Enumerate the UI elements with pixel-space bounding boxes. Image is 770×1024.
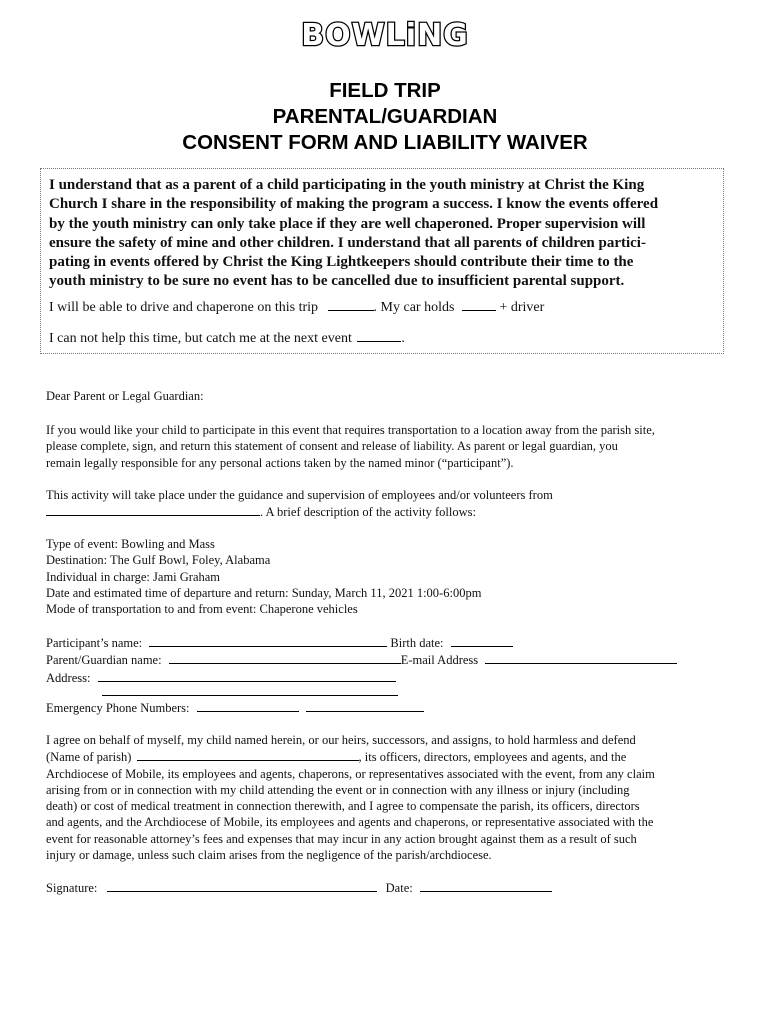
statement-line: ensure the safety of mine and other children. I understand that all parents of children partici-: [49, 234, 646, 251]
bowling-logo: BOWLiNG: [301, 18, 469, 53]
waiver-line: death) or cost of medical treatment in connection therewith, and I agree to compensate the parish, its officers, directors: [46, 799, 640, 814]
emergency-row: [46, 699, 736, 716]
drive-option-text: I will be able to drive and chaperone on this trip: [49, 299, 319, 315]
date-field[interactable]: [420, 879, 552, 892]
participant-name-field[interactable]: [149, 634, 387, 647]
event-date-time: Date and estimated time of departure and return: Sunday, March 11, 2021 1:00-6:00pm: [46, 585, 482, 600]
statement-line: pating in events offered by Christ the King Lightkeepers should contribute their time to the: [49, 254, 634, 271]
event-details: [46, 536, 736, 617]
next-event-blank[interactable]: [357, 329, 401, 342]
event-transportation: Mode of transportation to and from event: Chaperone vehicles: [46, 602, 358, 617]
participant-row: [46, 634, 736, 651]
birth-date-field[interactable]: [451, 634, 513, 647]
intro-line: please complete, sign, and return this statement of consent and release of liability. As parent or legal guardian, you: [46, 439, 618, 454]
address-field-line-1[interactable]: [98, 669, 396, 682]
intro-line: If you would like your child to participate in this event that requires transportation to a location away from the parish site,: [46, 423, 655, 437]
title-line-3: CONSENT FORM AND LIABILITY WAIVER: [182, 131, 588, 154]
form-title: [0, 78, 770, 156]
email-field[interactable]: [485, 651, 677, 664]
drive-option: [49, 298, 723, 317]
date-label: Date:: [385, 881, 413, 895]
title-line-1: FIELD TRIP: [329, 79, 441, 102]
parent-responsibility-box: [40, 168, 724, 354]
parent-name-field[interactable]: [169, 651, 401, 664]
birth-date-label: Birth date:: [390, 636, 444, 650]
car-capacity-blank[interactable]: [462, 298, 496, 311]
event-individual-in-charge: Individual in charge: Jami Graham: [46, 569, 221, 584]
statement-line: youth ministry to be sure no event has to be cancelled due to insufficient parental support.: [49, 273, 625, 290]
participant-fields: [46, 634, 736, 686]
activity-description-text: . A brief description of the activity follows:: [260, 505, 476, 520]
waiver-line: and agents, and the Archdiocese of Mobile, its employees and agents and chaperons, or representative associated with the: [46, 815, 654, 830]
activity-paragraph: [46, 487, 736, 521]
emergency-phone-field-1[interactable]: [197, 699, 299, 712]
next-event-option: [49, 329, 723, 348]
signature-label: Signature:: [46, 881, 98, 895]
waiver-line-continued: , its officers, directors, employees and agents, and the: [358, 750, 627, 765]
responsibility-statement: [49, 176, 723, 292]
signature-row: [46, 879, 736, 896]
address-row: [46, 669, 736, 686]
address-label: Address:: [46, 670, 91, 685]
next-event-text: I can not help this time, but catch me at the next event: [49, 330, 352, 346]
title-line-2: PARENTAL/GUARDIAN: [272, 105, 498, 128]
parish-name-field[interactable]: [137, 748, 359, 761]
statement-line: I understand that as a parent of a child participating in the youth ministry at Christ the King: [49, 177, 645, 193]
waiver-line: I agree on behalf of myself, my child named herein, or our heirs, successors, and assigns, to hold harmless and defend: [46, 733, 636, 747]
plus-driver-text: + driver: [499, 299, 545, 315]
waiver-line: arising from or in connection with my child attending the event or in connection with any illness or injury (including: [46, 782, 630, 797]
statement-line: Church I share in the responsibility of making the program a success. I know the events offered: [49, 196, 659, 213]
parent-name-label: Parent/Guardian name:: [46, 653, 162, 668]
greeting: Dear Parent or Legal Guardian:: [46, 389, 204, 403]
organization-blank[interactable]: [46, 503, 260, 516]
event-destination: Destination: The Gulf Bowl, Foley, Alabama: [46, 553, 271, 568]
waiver-line: injury or damage, unless such claim arises from the negligence of the parish/archdiocese.: [46, 848, 492, 863]
intro-paragraph: [46, 422, 736, 471]
participant-name-label: Participant’s name:: [46, 636, 143, 650]
address-field-line-2[interactable]: [102, 695, 398, 696]
intro-line: remain legally responsible for any personal actions taken by the named minor (“participant”).: [46, 455, 514, 470]
waiver-parish-line: [46, 748, 736, 765]
waiver-line: event for reasonable attorney’s fees and expenses that may incur in any action brought against them as a result of such: [46, 831, 637, 846]
signature-field[interactable]: [107, 879, 377, 892]
parent-row: [46, 651, 736, 668]
parish-name-label: (Name of parish): [46, 750, 132, 765]
email-label: E-mail Address: [400, 653, 479, 668]
emergency-phone-field-2[interactable]: [306, 699, 424, 712]
car-holds-text: . My car holds: [373, 299, 455, 315]
activity-line-1: This activity will take place under the guidance and supervision of employees and/or volunteers from: [46, 488, 553, 502]
drive-blank[interactable]: [328, 298, 374, 311]
activity-line-2: [46, 503, 736, 520]
statement-line: by the youth ministry can only take place if they are well chaperoned. Proper supervision will: [49, 215, 646, 232]
next-event-period: .: [401, 330, 405, 346]
liability-waiver-paragraph: [46, 732, 736, 863]
waiver-line: Archdiocese of Mobile, its employees and agents, chaperons, or representatives associated with the event, from any claim: [46, 766, 655, 781]
emergency-phone-label: Emergency Phone Numbers:: [46, 701, 190, 715]
event-type: Type of event: Bowling and Mass: [46, 537, 215, 551]
